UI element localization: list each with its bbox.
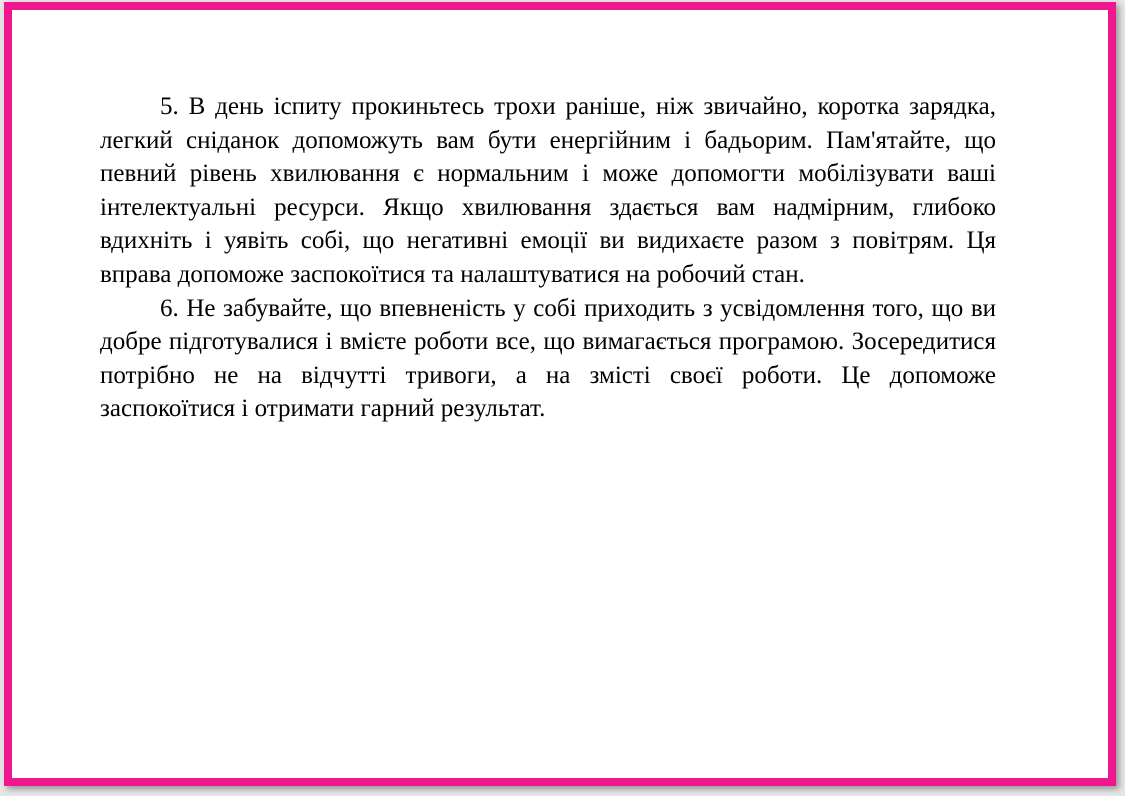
document-body (100, 90, 996, 426)
document-slide (4, 2, 1116, 786)
paragraph-5: 5. В день іспиту прокиньтесь трохи раніше, ніж звичайно, коротка зарядка, легкий сніданок допоможуть вам бути енергійним і бадьорим. Пам'ятайте, що певний рівень хвилювання є нормальним і може допомогти мобілізувати ваші інтелектуальні ресурси. Якщо хвилювання здається вам надмірним, глибоко вдихніть і уявіть собі, що негативні емоції ви видихаєте разом з повітрям. Ця вправа допоможе заспокоїтися та налаштуватися на робочий стан. (100, 93, 996, 288)
paragraph-6: 6. Не забувайте, що впевненість у собі приходить з усвідомлення того, що ви добре підготувалися і вмієте роботи все, що вимагається програмою. Зосередитися потрібно не на відчутті тривоги, а на змісті своєї роботи. Це допоможе заспокоїтися і отримати гарний результат. (100, 294, 996, 423)
